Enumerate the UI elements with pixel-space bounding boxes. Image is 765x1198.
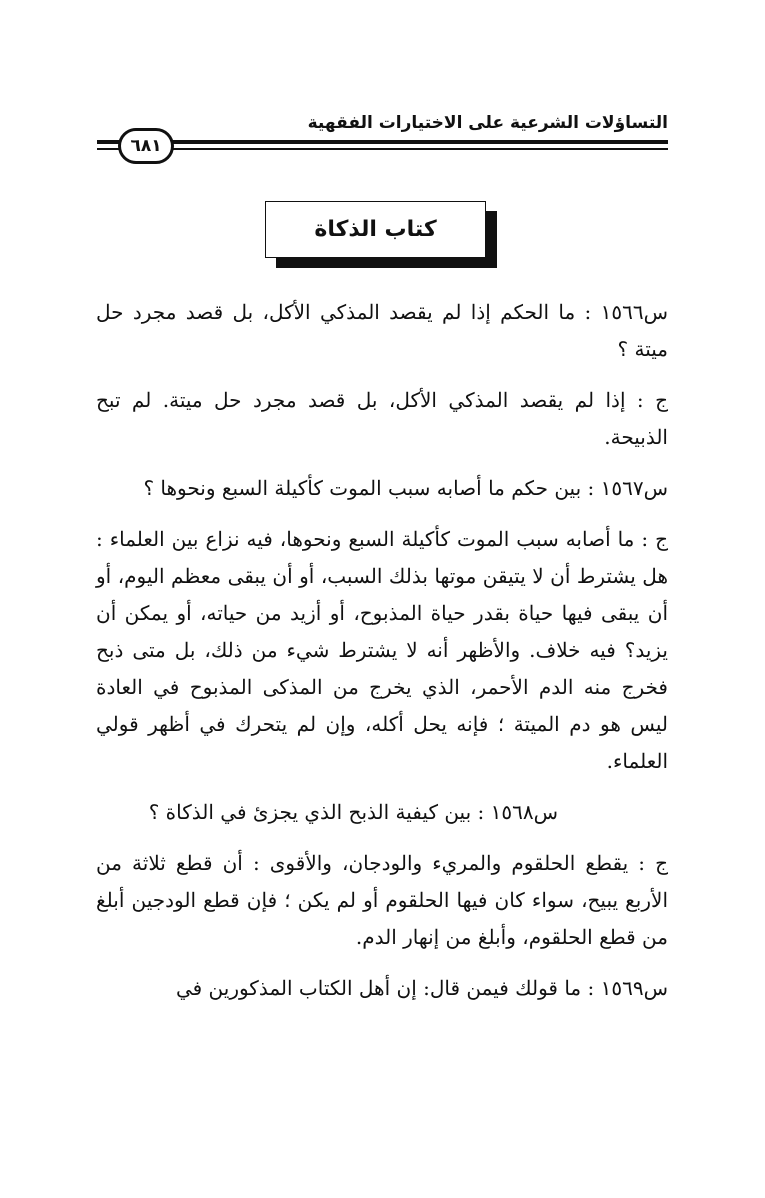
page-number-badge: ٦٨١ <box>118 128 174 164</box>
answer-1568: ج : يقطع الحلقوم والمريء والودجان، والأقوى : أن قطع ثلاثة من الأربع يبيح، سواء كان فيها الحلقوم أو لم يكن ؛ فإن قطع الودجين أبلغ من قطع الحلقوم، وأبلغ من إنهار الدم. <box>96 851 668 949</box>
answer-1566: ج : إذا لم يقصد المذكي الأكل، بل قصد مجرد حل ميتة. لم تبح الذبيحة. <box>96 388 668 449</box>
header-rule-thin <box>97 148 668 150</box>
question-1567: س١٥٦٧ : بين حكم ما أصابه سبب الموت كأكيلة السبع ونحوها ؟ <box>143 476 668 500</box>
question-1568: س١٥٦٨ : بين كيفية الذبح الذي يجزئ في الذكاة ؟ <box>148 800 558 824</box>
chapter-title: كتاب الذكاة <box>265 201 486 258</box>
answer-1567: ج : ما أصابه سبب الموت كأكيلة السبع ونحوها، فيه نزاع بين العلماء : هل يشترط أن لا يتيقن موتها بذلك السبب، أو أن يبقى معظم اليوم، أو أن يبقى فيها حياة بقدر حياة المذبوح، أو أزيد من حياته، أو يمكن أن يزيد؟ فيه خلاف. والأظهر أنه لا يشترط شيء من ذلك، بل متى ذبح فخرج منه الدم الأحمر، الذي يخرج من المذكى المذبوح في العادة ليس هو دم الميتة ؛ فإنه يحل أكله، وإن لم يتحرك في أظهر قولي العلماء. <box>96 527 668 773</box>
question-1569: س١٥٦٩ : ما قولك فيمن قال: إن أهل الكتاب المذكورين في <box>175 976 668 1000</box>
body-text <box>96 294 668 1021</box>
question-1566: س١٥٦٦ : ما الحكم إذا لم يقصد المذكي الأكل، بل قصد مجرد حل ميتة ؟ <box>96 300 668 361</box>
running-header-title: التساؤلات الشرعية على الاختيارات الفقهية <box>307 113 668 133</box>
header-rule-thick <box>97 140 668 144</box>
